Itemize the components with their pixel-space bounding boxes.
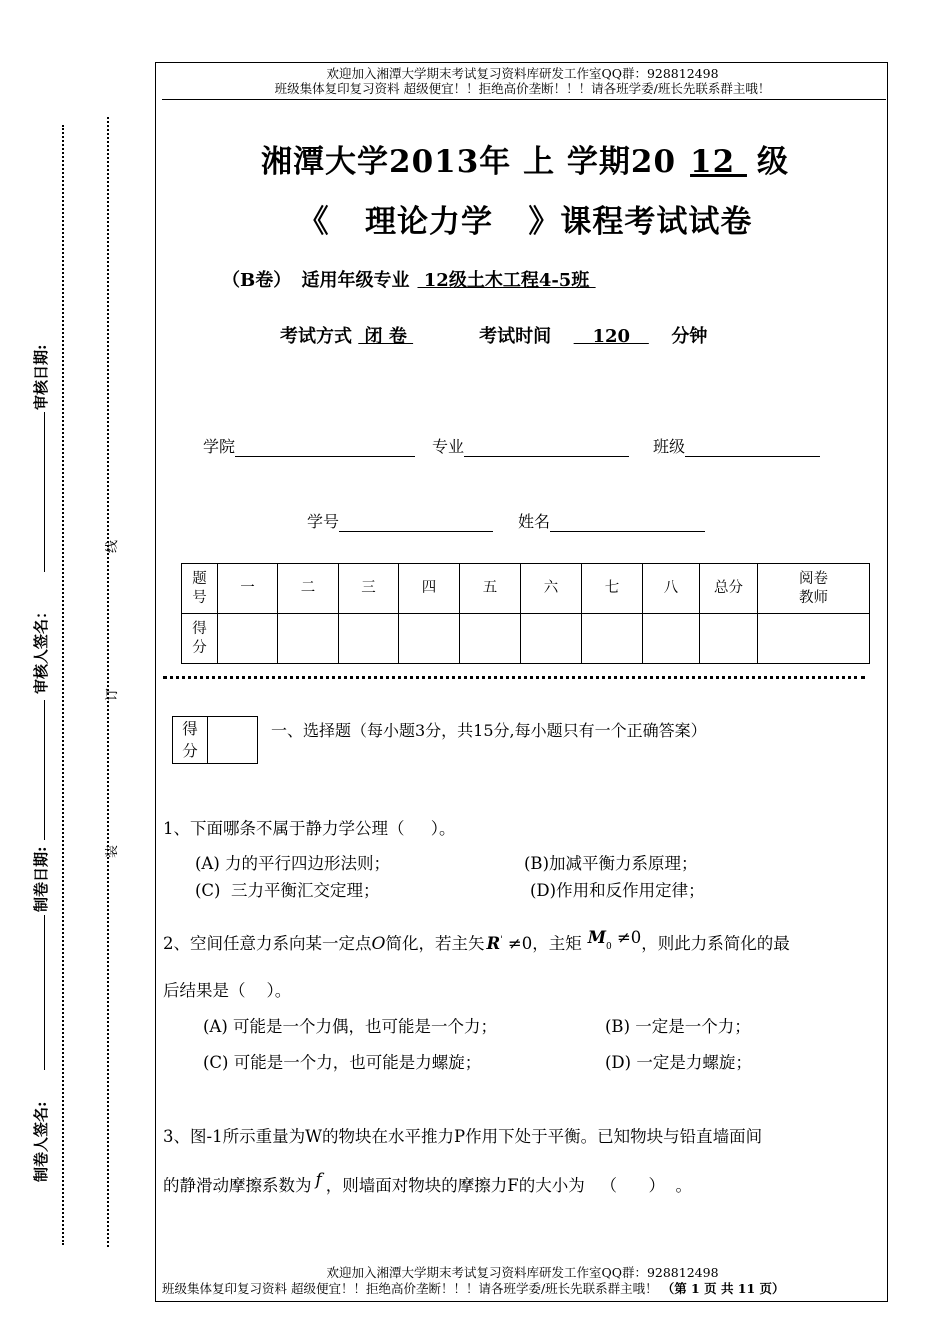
- exam-time-label: 考试时间: [479, 326, 552, 347]
- major-label: 适用年级专业: [301, 270, 410, 291]
- q2-option-d: (D) 一定是力螺旋；: [605, 1053, 752, 1072]
- major-blank[interactable]: [464, 439, 629, 457]
- header-line-1: 欢迎加入湘潭大学期末考试复习资料库研发工作室QQ群：928812498: [326, 66, 719, 81]
- q2-text-5: ，则此力系简化的最: [641, 934, 790, 953]
- q1-option-c: (C) 三力平衡汇交定理；: [195, 881, 380, 900]
- course-title: 《 理论力学 》课程考试试卷: [297, 204, 753, 240]
- q2-option-c: (C) 可能是一个力，也可能是力螺旋；: [203, 1053, 482, 1072]
- student-id-field[interactable]: [307, 509, 493, 532]
- exam-grade: 12: [690, 144, 747, 180]
- class-label: 班级: [653, 437, 686, 456]
- college-field[interactable]: [203, 434, 415, 457]
- q1-option-a: (A) 力的平行四边形法则；: [195, 854, 391, 873]
- exam-title-part1: 湘潭大学2013年 上 学期20: [261, 144, 677, 180]
- score-cell[interactable]: [521, 614, 582, 664]
- make-date-blank[interactable]: [44, 915, 45, 1070]
- page-number: （第 1 页 共 11 页）: [661, 1281, 785, 1296]
- review-date-blank[interactable]: [44, 412, 45, 572]
- page-frame: [155, 62, 888, 1302]
- question-2-stem: [163, 930, 790, 956]
- score-table: [181, 563, 870, 664]
- college-blank[interactable]: [235, 439, 415, 457]
- score-cell[interactable]: [460, 614, 521, 664]
- score-cell[interactable]: [643, 614, 700, 664]
- name-field[interactable]: [518, 509, 705, 532]
- footer-line-2: [162, 1281, 882, 1296]
- score-cell[interactable]: [278, 614, 339, 664]
- col-3: 三: [339, 564, 399, 614]
- col-2: 二: [278, 564, 339, 614]
- footer-line-1: 欢迎加入湘潭大学期末考试复习资料库研发工作室QQ群：928812498: [326, 1265, 719, 1280]
- class-field[interactable]: [653, 434, 820, 457]
- q3-text-1: 的静滑动摩擦系数为: [163, 1176, 312, 1195]
- q2-prime: ': [500, 935, 503, 946]
- make-date-label: 制卷日期:: [32, 846, 50, 912]
- q1-option-b: (B)加减平衡力系原理；: [524, 854, 698, 873]
- col-grader: 阅卷教师: [758, 564, 870, 614]
- major-value: 12级土木工程4-5班: [417, 270, 596, 291]
- binding-mark-xian: 线: [105, 539, 121, 554]
- maker-sign-label: 制卷人签名:: [32, 1101, 50, 1182]
- score-cell[interactable]: [399, 614, 460, 664]
- q2-text-4: ≠0: [611, 928, 642, 947]
- q1-option-d: (D)作用和反作用定律；: [530, 881, 705, 900]
- score-cell[interactable]: [339, 614, 399, 664]
- reviewer-sign-label: 审核人签名：: [32, 603, 50, 694]
- q2-moment-m: M: [587, 928, 606, 947]
- score-cell[interactable]: [700, 614, 758, 664]
- review-date-label: 审核日期:: [32, 344, 50, 410]
- col-5: 五: [460, 564, 521, 614]
- name-blank[interactable]: [550, 514, 705, 532]
- row2-label: 得分: [182, 614, 218, 664]
- score-table-score-row: [182, 614, 870, 664]
- exam-title: [160, 136, 890, 181]
- class-blank[interactable]: [685, 439, 820, 457]
- section-score-box[interactable]: [172, 716, 258, 764]
- score-cell[interactable]: [218, 614, 278, 664]
- q2-option-b: (B) 一定是一个力；: [605, 1017, 751, 1036]
- binding-mark-ding: 订: [105, 687, 121, 702]
- question-3-line-2: [163, 1172, 692, 1196]
- reviewer-sign-blank[interactable]: [44, 700, 45, 840]
- paper-version: （B卷）: [222, 270, 292, 291]
- col-6: 六: [521, 564, 582, 614]
- header-rule: [162, 99, 886, 100]
- name-label: 姓名: [518, 512, 551, 531]
- score-cell[interactable]: [582, 614, 643, 664]
- question-3-line-1: 3、图-1所示重量为W的物块在水平推力P作用下处于平衡。已知物块与铅直墙面间: [163, 1127, 763, 1146]
- exam-title-part2: 级: [756, 144, 789, 180]
- header-line-2: 班级集体复印复习资料 超级便宜！！拒绝高价垄断！！！请各班学委/班长先联系群主哦！: [274, 81, 771, 96]
- subtitle-line: [222, 266, 596, 292]
- col-total: 总分: [700, 564, 758, 614]
- col-4: 四: [399, 564, 460, 614]
- score-table-header-row: [182, 564, 870, 614]
- q2-moment-sub: 0: [605, 942, 612, 953]
- exam-method-label: 考试方式: [280, 326, 352, 347]
- exam-time-value: 120: [573, 326, 649, 347]
- college-label: 学院: [203, 437, 236, 456]
- student-id-blank[interactable]: [339, 514, 493, 532]
- exam-time-unit: 分钟: [671, 326, 708, 347]
- major-field[interactable]: [432, 434, 629, 457]
- q2-text-2: 简化，若主矢: [385, 934, 485, 953]
- student-id-label: 学号: [307, 512, 340, 531]
- col-7: 七: [582, 564, 643, 614]
- exam-info-line: [280, 322, 707, 348]
- footer-text: 班级集体复印复习资料 超级便宜！！拒绝高价垄断！！！请各班学委/班长先联系群主哦！: [162, 1281, 658, 1296]
- q2-text-1: 2、空间任意力系向某一定点: [163, 934, 372, 953]
- dotted-separator: [163, 676, 865, 679]
- q2-text-3: ≠0，主矩: [502, 934, 582, 953]
- q3-text-2: ，则墙面对物块的摩擦力F的大小为 （ ） 。: [325, 1176, 692, 1195]
- major-field-label: 专业: [432, 437, 465, 456]
- binding-mark-zhuang: 装: [105, 844, 121, 859]
- q2-option-a: (A) 可能是一个力偶，也可能是一个力；: [203, 1017, 498, 1036]
- section-1-title: 一、选择题（每小题3分，共15分,每小题只有一个正确答案）: [271, 721, 707, 740]
- col-8: 八: [643, 564, 700, 614]
- q2-vector-r: R: [486, 934, 501, 953]
- binding-line-inner: [107, 117, 109, 1247]
- question-2-stem-line-2: 后结果是（ ）。: [163, 981, 292, 1000]
- exam-method-value: 闭 卷: [358, 326, 414, 347]
- question-1-stem: 1、下面哪条不属于静力学公理（ ）。: [163, 819, 456, 838]
- section-score-label: 得分: [173, 717, 208, 763]
- score-cell[interactable]: [758, 614, 870, 664]
- q3-friction-f: f: [315, 1170, 322, 1190]
- col-1: 一: [218, 564, 278, 614]
- row1-label: 题号: [182, 564, 218, 614]
- binding-line-outer: [62, 125, 64, 1245]
- q2-point-o: O: [371, 934, 386, 954]
